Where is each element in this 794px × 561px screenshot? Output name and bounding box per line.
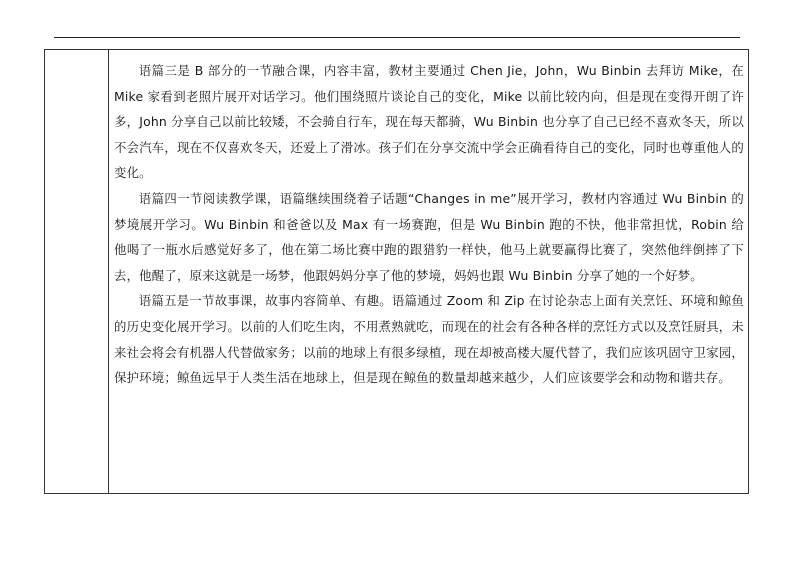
table-left-column: [45, 50, 109, 493]
paragraph-text-5: 语篇五是一节故事课，故事内容简单、有趣。语篇通过 Zoom 和 Zip 在讨论杂志上面有关烹饪、环境和鲸鱼的历史变化展开学习。以前的人们吃生肉，不用煮熟就吃，而现在的社会有各种各样的烹饪方式以及烹饪厨具，未来社会将会有机器人代替做家务；以前的地球上有很多绿植，现在却被高楼大厦代替了，我们应该巩固守卫家园，保护环境；鲸鱼远早于人类生活在地球上，但是现在鲸鱼的数量却越来越少，人们应该要学会和动物和谐共存。: [114, 293, 744, 386]
paragraph-text-3: 语篇三是 B 部分的一节融合课，内容丰富，教材主要通过 Chen Jie，John，Wu Binbin 去拜访 Mike，在 Mike 家看到老照片展开对话学习。他们围绕照片谈论自己的变化，Mike 以前比较内向，但是现在变得开朗了许多，John 分享自己以前比较矮，不会骑自行车，现在每天都骑，Wu Binbin 也分享了自己已经不喜欢冬天，所以不会汽车，现在不仅喜欢冬天，还爱上了滑冰。孩子们在分享交流中学会正确看待自己的变化，同时也尊重他人的变化。: [114, 63, 744, 181]
header-rule: [54, 37, 740, 38]
table-content-cell: [114, 58, 744, 488]
document-table: [44, 49, 749, 494]
paragraph-text-4: 语篇四一节阅读教学课，语篇继续围绕着子话题“Changes in me”展开学习，教材内容通过 Wu Binbin 的梦境展开学习。Wu Binbin 和爸爸以及 Max 有一场赛跑，但是 Wu Binbin 跑的不快，他非常担忧，Robin 给他喝了一瓶水后感觉好多了，他在第二场比赛中跑的跟猎豹一样快，他马上就要赢得比赛了，突然他绊倒摔了下去，他醒了，原来这就是一场梦，他跟妈妈分享了他的梦境，妈妈也跟 Wu Binbin 分享了她的一个好梦。: [114, 190, 744, 283]
